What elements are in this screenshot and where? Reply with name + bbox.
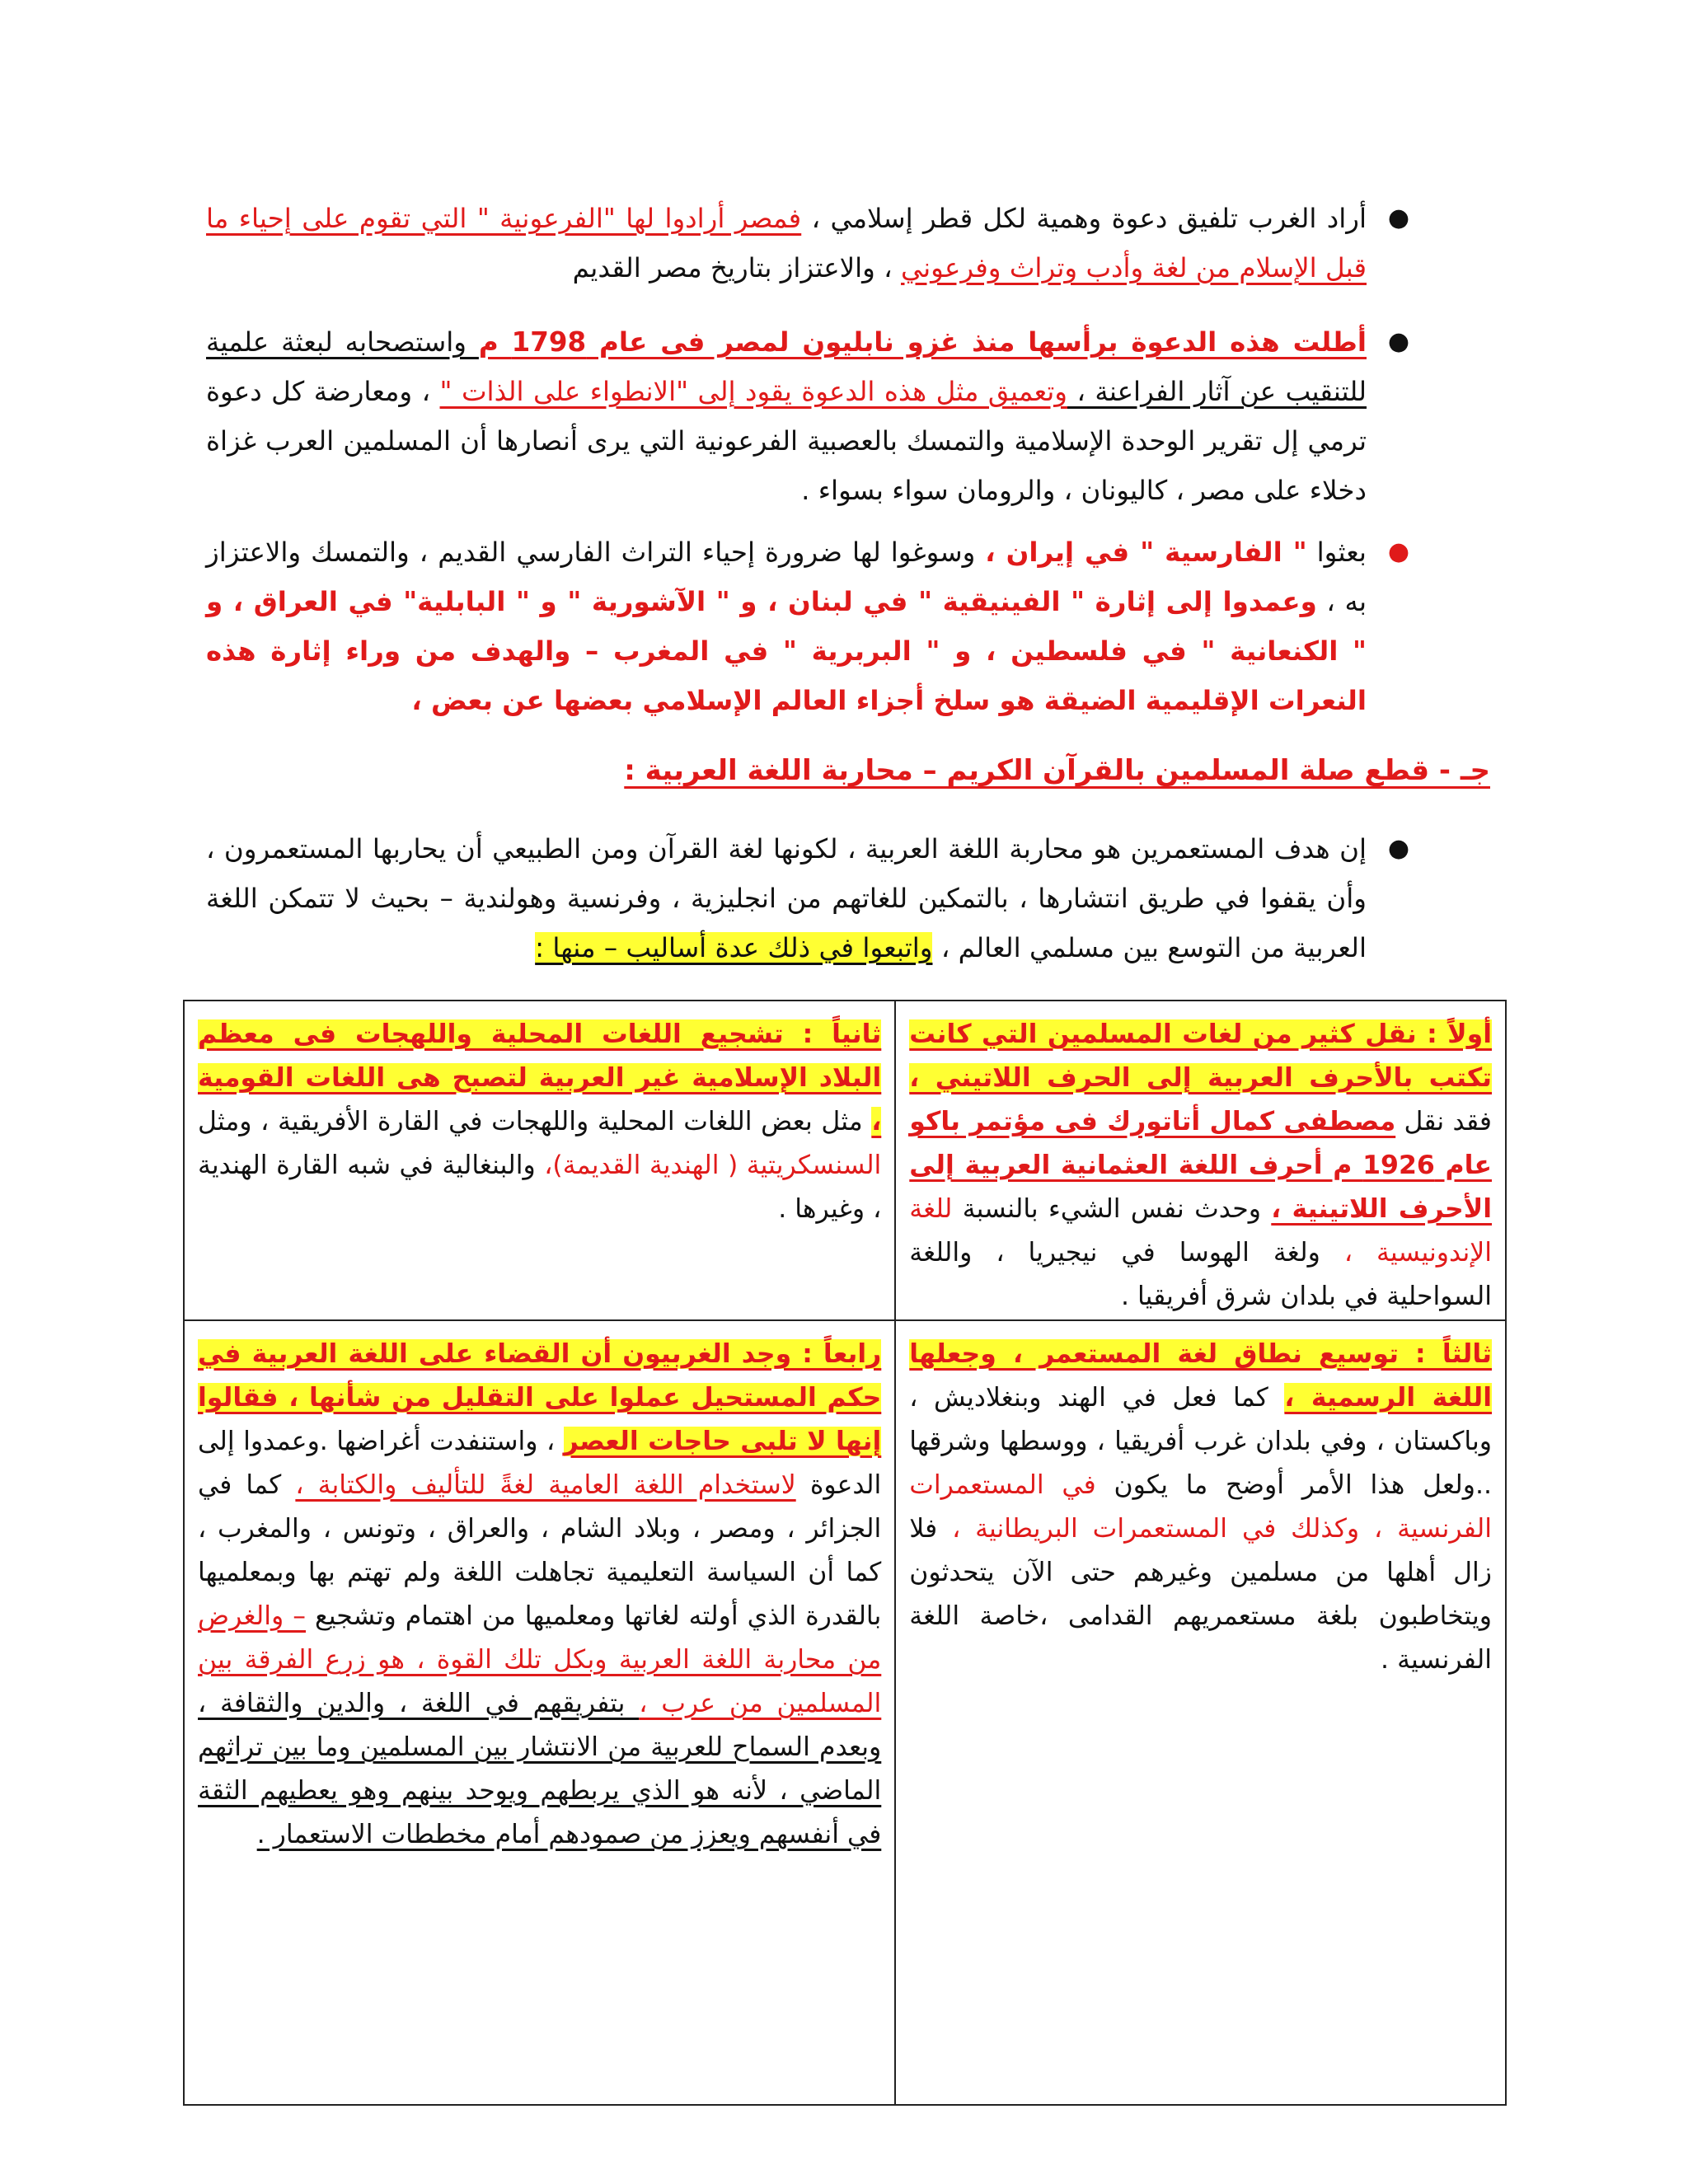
bullet-pharaonism	[206, 194, 1409, 313]
bullet-text: ، ومعارضة كل دعوة ترمي إل تقرير الوحدة الإسلامية والتمسك بالعصبية الفرعونية التي يرى أنصارها أن المسلمين العرب غزاة دخلاء على مصر ، كاليونان ، والرومان سواء بسواء .	[206, 376, 1367, 506]
cell-text: فقد نقل	[1395, 1107, 1492, 1137]
bullet-persian	[206, 527, 1409, 725]
bullet-dot-icon: ●	[1387, 537, 1409, 566]
cell-heading: أولاً : نقل كثير من لغات المسلمين التي كانت تكتب بالأحرف العربية إلى الحرف اللاتيني ،	[909, 1019, 1492, 1093]
table-row	[184, 1001, 1506, 1320]
cell-text: والبنغالية في شبه القارة الهندية ، وغيرها .	[198, 1151, 882, 1224]
cell-heading: ثالثاً : توسيع نطاق لغة المستعمر ، وجعلها اللغة الرسمية ،	[909, 1339, 1493, 1413]
bullet-text-red: فمصر أرادوا لها "الفرعونية " التي تقوم على إحياء ما قبل الإسلام من لغة وأدب وتراث وفرعوني	[206, 203, 1367, 284]
cell-text: بتفريقهم في اللغة ، والدين والثقافة ، وبعدم السماح للعربية من الانتشار بين المسلمين وما بين تراثهم الماضي ، لأنه هو الذي يربطهم ويوحد بينهم وهو يعطيهم الثقة في أنفسهم ويعزز من صمودهم أمام مخططات الاستعمار .	[198, 1689, 882, 1849]
cell-text: وحدث نفس الشيء بالنسبة	[952, 1194, 1272, 1224]
bullet-arabic-war	[206, 824, 1409, 972]
bullet-text-red-bold: " الفارسية " في إيران ،	[985, 537, 1307, 568]
bullet-text: واستصحابه لبعثة علمية للتنقيب عن آثار الفراعنة ،	[206, 326, 1367, 407]
table-cell-second	[184, 1001, 895, 1320]
table-cell-third	[895, 1320, 1506, 2105]
cell-text-red-bold: مصطفى كمال أتاتورك فى مؤتمر باكو عام 1926 م أحرف اللغة العثمانية العربية إلى الأحرف اللاتينية ،	[909, 1107, 1493, 1224]
table-row	[184, 1320, 1506, 2105]
bullet-text: بعثوا	[1306, 537, 1367, 568]
bullet-text: إن هدف المستعمرين هو محاربة اللغة العربية ، لكونها لغة القرآن ومن الطبيعي أن يحاربها المستعمرون ، وأن يقفوا في طريق انتشارها ، بالتمكين للغاتهم من انجليزية ، وفرنسية وهولندية – بحيث لا تتمكن اللغة العربية من التوسع بين مسلمي العالم ،	[206, 833, 1367, 963]
cell-text: مثل بعض اللغات المحلية واللهجات في القارة الأفريقية ، ومثل	[198, 1107, 872, 1137]
bullet-text-red-bold: أطلت هذه الدعوة برأسها منذ غزو نابليون لمصر فى عام 1798 م	[478, 326, 1367, 358]
bullet-text-highlight: واتبعوا في ذلك عدة أساليب – منها :	[535, 932, 933, 963]
cell-text-red: السنسكريتية ( الهندية القديمة)،	[544, 1151, 882, 1180]
cell-text-red: لاستخدام اللغة العامية لغةً للتأليف والكتابة ،	[295, 1470, 796, 1500]
section-heading: جـ - قطع صلة المسلمين بالقرآن الكريم – محاربة اللغة العربية :	[624, 754, 1490, 787]
cell-text: فلا زال أهلها من مسلمين وغيرهم حتى الآن يتحدثون ويتخاطبون بلغة مستعمريهم القدامى ،خاصة اللغة الفرنسية .	[909, 1514, 1492, 1675]
bullet-text: وسوغوا لها ضرورة إحياء التراث الفارسي القديم ، والتمسك والاعتزاز به ،	[206, 537, 1367, 617]
table-cell-fourth	[184, 1320, 895, 2105]
bullet-dot-icon: ●	[1387, 327, 1409, 356]
bullet-text: ، والاعتزاز بتاريخ مصر القديم	[572, 252, 902, 284]
cell-text: كما فعل في الهند وبنغلاديش ، وباكستان ، وفي بلدان غرب أفريقيا ، ووسطها وشرقها ..ولعل هذا الأمر أوضح ما يكون	[909, 1383, 1492, 1500]
table-cell-first	[895, 1001, 1506, 1320]
bullet-text-red: وتعميق مثل هذه الدعوة يقود إلى "الانطواء على الذات "	[439, 376, 1067, 407]
bullet-text-red-bold: وعمدوا إلى إثارة " الفينيقية " في لبنان ، و " الآشورية " و " البابلية" في العراق ، و " الكنعانية " في فلسطين ، و " البربرية " في المغرب – والهدف من وراء إثارة هذه النعرات الإقليمية الضيقة هو سلخ أجزاء العالم الإسلامي بعضها عن بعض ،	[206, 586, 1367, 716]
bullet-napoleon	[206, 317, 1409, 523]
methods-table	[183, 1000, 1507, 2106]
intro-bullet-list	[206, 824, 1409, 972]
bullet-text: أراد الغرب تلفيق دعوة وهمية لكل قطر إسلامي ،	[801, 203, 1367, 234]
cell-text: ، واستنفدت أغراضها .وعمدوا إلى الدعوة	[198, 1427, 882, 1500]
cell-heading: رابعاً : وجد الغربيون أن القضاء على اللغة العربية في حكم المستحيل عملوا على التقليل من شأنها ، فقالوا إنها لا تلبى حاجات العصر	[198, 1339, 882, 1456]
bullet-list	[206, 194, 1409, 725]
bullet-dot-icon: ●	[1387, 834, 1409, 863]
bullet-dot-icon: ●	[1387, 204, 1409, 232]
cell-text-red: للغة الإندونيسية ،	[909, 1194, 1492, 1268]
cell-text-red: في المستعمرات الفرنسية ، وكذلك في المستعمرات البريطانية ،	[909, 1470, 1492, 1544]
cell-text-red: – والغرض من محاربة اللغة العربية وبكل تلك القوة ، هو زرع الفرقة بين المسلمين من عرب ،	[198, 1601, 882, 1718]
cell-heading: ثانياً : تشجيع اللغات المحلية واللهجات فى معظم البلاد الإسلامية غير العربية لتصبح هى اللغات القومية ،	[198, 1019, 882, 1137]
cell-text: كما في الجزائر ، ومصر ، وبلاد الشام ، والعراق ، وتونس ، والمغرب ، كما أن السياسة التعليمية تجاهلت اللغة ولم تهتم بها وبمعلميها بالقدرة الذي أولته لغاتها ومعلميها من اهتمام وتشجيع	[198, 1470, 882, 1631]
cell-text: ولغة الهوسا في نيجيريا ، واللغة السواحلية في بلدان شرق أفريقيا .	[909, 1238, 1492, 1311]
